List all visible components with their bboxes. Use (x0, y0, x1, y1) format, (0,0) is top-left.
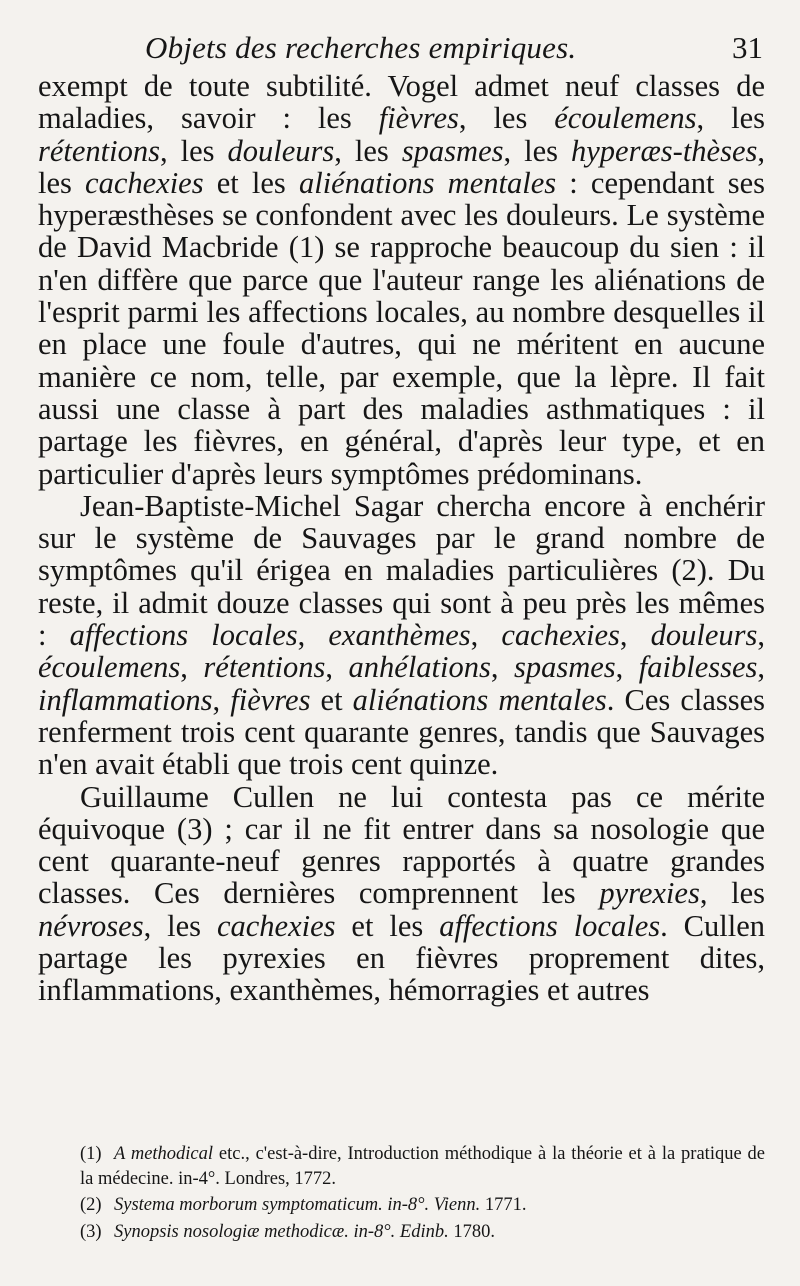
text-run: exempt de toute subtilité. Vogel admet neuf classes de maladies, savoir : les (38, 69, 765, 136)
italic-text: inflammations (38, 682, 213, 717)
italic-text: faiblesses (638, 650, 758, 685)
italic-text: fièvres (378, 101, 459, 136)
body-text (38, 70, 765, 1007)
text-run: , les (38, 133, 765, 200)
paragraph (38, 781, 765, 1007)
text-run: , les (160, 133, 228, 168)
paragraph (38, 490, 765, 781)
italic-text: écoulemens (38, 650, 181, 685)
italic-text: cachexies (501, 618, 620, 653)
footnote (80, 1220, 765, 1245)
text-run: , les (143, 908, 217, 943)
paragraph (38, 70, 765, 490)
footnote-number: (2) (80, 1195, 102, 1215)
italic-text: Synopsis nosologiæ methodicæ. in-8°. Edinb. (114, 1221, 449, 1242)
italic-text: spasmes (514, 650, 616, 685)
italic-text: névroses (38, 908, 144, 943)
text-run: , les (334, 133, 402, 168)
italic-text: douleurs (227, 133, 335, 168)
text-run: , les (503, 133, 572, 168)
italic-text: anhélations (348, 650, 491, 685)
page-header (145, 30, 765, 66)
text-run: , (490, 650, 514, 685)
text-run: , (757, 650, 766, 685)
italic-text: exanthèmes (328, 618, 471, 653)
text-run: et les (335, 908, 440, 943)
text-run: 1780. (448, 1221, 495, 1242)
italic-text: pyrexies (599, 876, 700, 911)
italic-text: affections locales (439, 908, 661, 943)
text-run: , les (696, 101, 765, 136)
footnote-number: (3) (80, 1221, 102, 1242)
italic-text: fièvres (230, 682, 311, 717)
text-run: , (619, 618, 651, 653)
text-run: 1771. (480, 1195, 527, 1215)
text-run: . Cullen partage les pyrexies en fièvres proprement dites, inflammations, exanthèmes, hémorragies et autres (38, 908, 765, 1008)
italic-text: spasmes (401, 133, 504, 168)
footnote-number: (1) (80, 1144, 102, 1164)
text-run: , (180, 650, 204, 685)
page-number: 31 (732, 30, 763, 65)
text-run: , (470, 618, 502, 653)
italic-text: cachexies (216, 908, 336, 943)
italic-text: cachexies (85, 165, 204, 200)
text-run: Jean-Baptiste-Michel Sagar chercha encore à enchérir sur le système de Sauvages par le grand nombre de symptômes qu'il érigea en maladies particulières (2). Du reste, il admit douze classes qui sont à peu près les mêmes : (38, 488, 765, 653)
italic-text: rétentions (203, 650, 326, 685)
text-run: , (212, 682, 231, 717)
text-run: , (297, 618, 329, 653)
text-run: . Ces classes renferment trois cent quarante genres, tandis que Sauvages n'en avait établi que trois cent quinze. (38, 682, 766, 782)
text-run: et (310, 682, 353, 717)
running-title: Objets des recherches empiriques. (145, 30, 577, 65)
footnote (80, 1193, 765, 1218)
italic-text: aliénations mentales (352, 682, 607, 717)
text-run: , les (458, 101, 555, 136)
italic-text: hyperæs-thèses (571, 133, 758, 168)
italic-text: affections locales (69, 618, 298, 653)
italic-text: A methodical (114, 1144, 214, 1164)
text-run: , (615, 650, 639, 685)
footnotes (80, 1142, 765, 1246)
italic-text: douleurs (650, 618, 758, 653)
italic-text: écoulemens (554, 101, 697, 136)
footnote (80, 1142, 765, 1191)
text-run: et les (203, 165, 299, 200)
text-run: Guillaume Cullen ne lui contesta pas ce mérite équivoque (3) ; car il ne fit entrer dans sa nosologie que cent quarante-neuf genres rapportés à quatre grandes classes. Ces dernières comprennent les (38, 779, 765, 911)
italic-text: rétentions (38, 133, 160, 168)
text-run: , les (699, 876, 765, 911)
italic-text: aliénations mentales (298, 165, 557, 200)
text-run: , (325, 650, 349, 685)
text-run: , (757, 618, 765, 653)
text-run: etc., c'est-à-dire, Introduction méthodique à la théorie et à la pratique de la médecine. in-4°. Londres, 1772. (80, 1144, 765, 1189)
italic-text: Systema morborum symptomaticum. in-8°. Vienn. (114, 1195, 481, 1215)
text-run: : cependant ses hyperæsthèses se confondent avec les douleurs. Le système de David Macbride (1) se rapproche beaucoup du sien : il n'en diffère que parce que l'auteur range les aliénations de l'esprit parmi les affections locales, au nombre desquelles il en place une foule d'autres, qui ne méritent en aucune manière ce nom, telle, par exemple, que la lèpre. Il fait aussi une classe à part des maladies asthmatiques : il partage les fièvres, en général, d'après leur type, et en particulier d'après leurs symptômes prédominans. (38, 165, 765, 491)
